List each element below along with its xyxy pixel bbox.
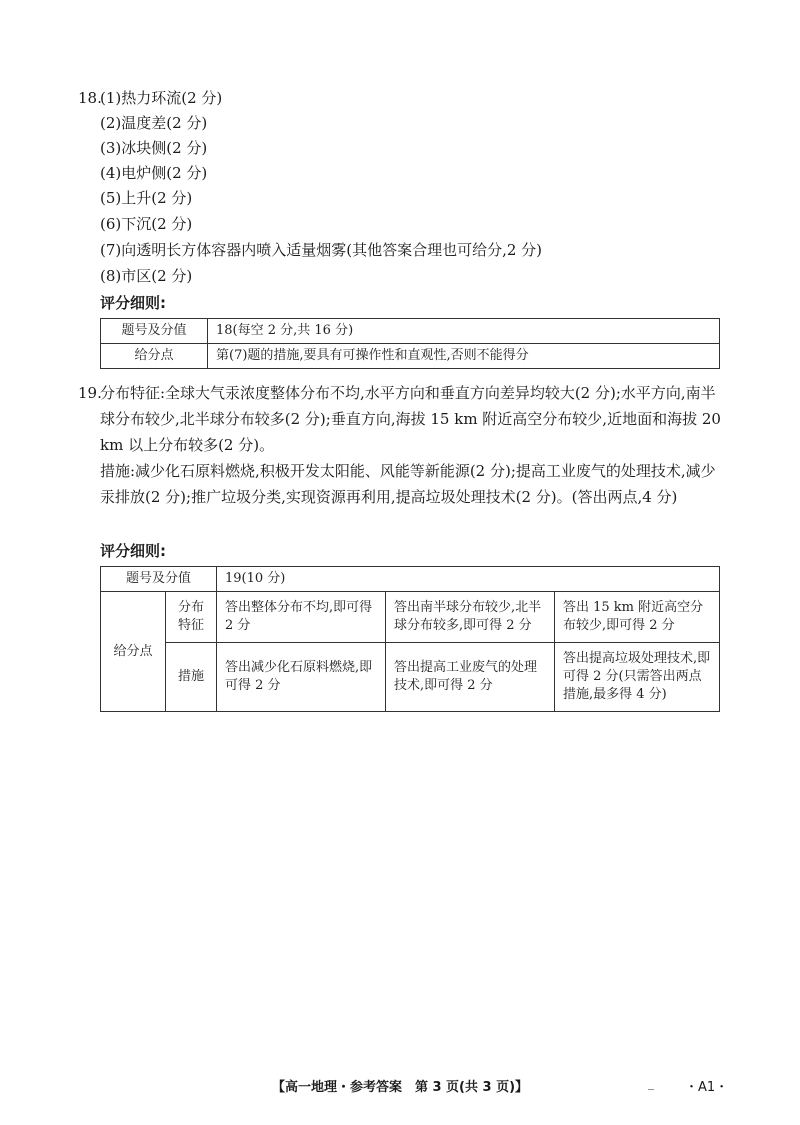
q18-item-5: (5)上升(2 分): [100, 189, 193, 207]
q19-r1-value: 19(10 分): [217, 567, 720, 592]
q19-number: 19.: [78, 384, 102, 402]
q19-row-b-cell-3: 答出提高垃圾处理技术,即可得 2 分(只需答出两点措施,最多得 4 分): [555, 643, 720, 712]
q18-r1-label: 题号及分值: [101, 319, 208, 344]
table-row: [101, 592, 720, 643]
q19-para-2: 措施:减少化石原料燃烧,积极开发太阳能、风能等新能源(2 分);提高工业废气的处理技术,减少汞排放(2 分);推广垃圾分类,实现资源再利用,提高垃圾处理技术(2 分)。(答出两点,4 分): [100, 462, 716, 506]
page-footer: 【高一地理・参考答案 第 3 页(共 3 页)】: [271, 1080, 529, 1095]
q18-r1-value: 18(每空 2 分,共 16 分): [208, 319, 720, 344]
q19-row-a-cell-1: 答出整体分布不均,即可得 2 分: [217, 592, 386, 643]
q18-item-6: (6)下沉(2 分): [100, 215, 193, 233]
q19-row-b-label: 措施: [166, 643, 217, 712]
q19-row-a-cell-2: 答出南半球分布较少,北半球分布较多,即可得 2 分: [386, 592, 555, 643]
q18-number: 18.: [78, 89, 102, 107]
q18-item-2: (2)温度差(2 分): [100, 114, 208, 132]
q19-para-1: [78, 380, 723, 458]
q19-block: [78, 380, 723, 510]
footer-mark: _: [648, 1076, 654, 1090]
q19-rules-title: 评分细则:: [100, 542, 166, 560]
q19-r1-label: 题号及分值: [101, 567, 217, 592]
q18-item-3: (3)冰块侧(2 分): [100, 139, 208, 157]
q19-row-b-cell-1: 答出减少化石原料燃烧,即可得 2 分: [217, 643, 386, 712]
q19-group-label: 给分点: [101, 592, 166, 712]
q18-item-7: (7)向透明长方体容器内喷入适量烟雾(其他答案合理也可给分,2 分): [100, 241, 543, 259]
q18-r2-value: 第(7)题的措施,要具有可操作性和直观性,否则不能得分: [208, 344, 720, 369]
q19-row-a-label: 分布特征: [166, 592, 217, 643]
q18-rules-title: 评分细则:: [100, 294, 166, 312]
q19-row-b-cell-2: 答出提高工业废气的处理技术,即可得 2 分: [386, 643, 555, 712]
q18-item-1: (1)热力环流(2 分): [100, 89, 223, 107]
q19-para-1-text: 分布特征:全球大气汞浓度整体分布不均,水平方向和垂直方向差异均较大(2 分);水平方向,南半球分布较少,北半球分布较多(2 分);垂直方向,海拔 15 km 附近高空分布较少,近地面和海拔 20 km 以上分布较多(2 分)。: [100, 384, 721, 454]
q19-score-table: [100, 566, 720, 712]
q18-r2-label: 给分点: [101, 344, 208, 369]
page-code: ・A1・: [685, 1080, 729, 1095]
table-row: [101, 319, 720, 344]
q18-item-4: (4)电炉侧(2 分): [100, 164, 208, 182]
q19-row-a-cell-3: 答出 15 km 附近高空分布较少,即可得 2 分: [555, 592, 720, 643]
q18-item-8: (8)市区(2 分): [100, 267, 193, 285]
table-row: [101, 643, 720, 712]
q18-score-table: [100, 318, 720, 369]
table-row: [101, 344, 720, 369]
table-row: [101, 567, 720, 592]
